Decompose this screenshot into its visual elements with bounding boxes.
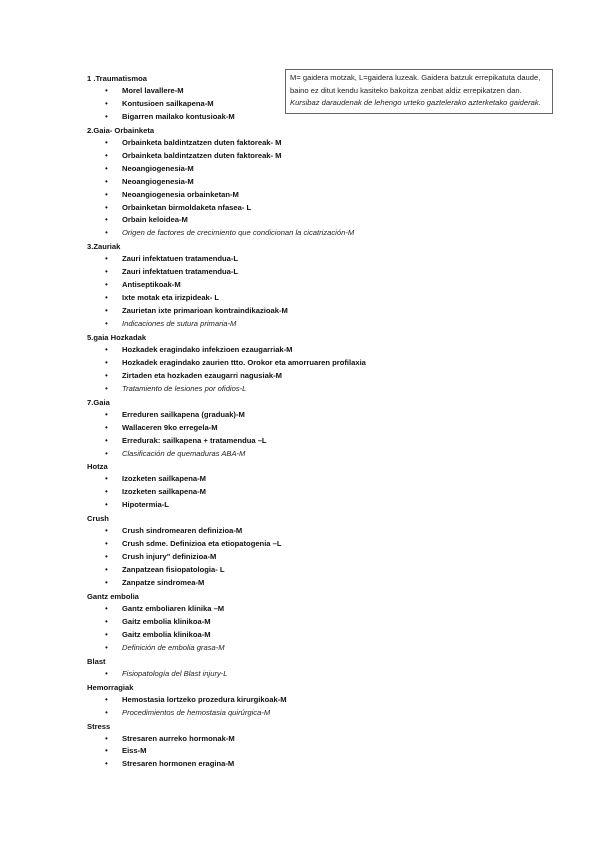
list-item: • Izozketen sailkapena-M xyxy=(87,486,507,499)
list-item: • Gaitz embolia klinikoa-M xyxy=(87,629,507,642)
list-item: • Antiseptikoak-M xyxy=(87,279,507,292)
document-body xyxy=(87,72,507,771)
list-item: • Hemostasia lortzeko prozedura kirurgikoak-M xyxy=(87,694,507,707)
list-item: • Neoangiogenesia orbainketan-M xyxy=(87,189,507,202)
list-item: • Crush injury" definizioa-M xyxy=(87,551,507,564)
section-list xyxy=(87,473,507,512)
list-item: • Zanpatze sindromea-M xyxy=(87,577,507,590)
list-item: • Stresaren hormonen eragina-M xyxy=(87,758,507,771)
section-list xyxy=(87,253,507,331)
section-title: Gantz embolia xyxy=(87,591,139,601)
section-title: Stress xyxy=(87,721,111,731)
list-item: • Fisiopatología del Blast injury-L xyxy=(87,668,507,681)
note-line-1: M= gaidera motzak, L=gaidera luzeak. Gaidera batzuk errepikatuta daude, xyxy=(290,73,541,82)
section-list xyxy=(87,694,507,720)
list-item: • Orbainketa baldintzatzen duten faktoreak- M xyxy=(87,137,507,150)
list-item: • Erredurak: sailkapena + tratamendua –L xyxy=(87,435,507,448)
section-title: 7.Gaia xyxy=(87,397,110,407)
section-title: 2.Gaia- Orbainketa xyxy=(87,125,155,135)
section-list xyxy=(87,409,507,461)
list-item: • Gaitz embolia klinikoa-M xyxy=(87,616,507,629)
section-list xyxy=(87,603,507,655)
section-list xyxy=(87,85,507,124)
list-item: • Gantz emboliaren klinika –M xyxy=(87,603,507,616)
list-item: • Origen de factores de crecimiento que condicionan la cicatrización-M xyxy=(87,227,507,240)
list-item: • Izozketen sailkapena-M xyxy=(87,473,507,486)
list-item: • Bigarren mailako kontusioak-M xyxy=(87,111,507,124)
list-item: • Zaurietan ixte primarioan kontraindikazioak-M xyxy=(87,305,507,318)
list-item: • Crush sdme. Definizioa eta etiopatogenia –L xyxy=(87,538,507,551)
list-item: • Zauri infektatuen tratamendua-L xyxy=(87,266,507,279)
list-item: • Definición de embolia grasa-M xyxy=(87,642,507,655)
list-item: • Stresaren aurreko hormonak-M xyxy=(87,733,507,746)
list-item: • Morel lavallere-M xyxy=(87,85,507,98)
section-title: 5.gaia Hozkadak xyxy=(87,332,147,342)
section-title: 1 .Traumatismoa xyxy=(87,74,147,83)
list-item: • Erreduren sailkapena (graduak)-M xyxy=(87,409,507,422)
list-item: • Orbain keloidea-M xyxy=(87,214,507,227)
list-item: • Wallaceren 9ko erregela-M xyxy=(87,422,507,435)
section-list xyxy=(87,137,507,241)
list-item: • Hipotermia-L xyxy=(87,499,507,512)
list-item: • Indicaciones de sutura primaria-M xyxy=(87,318,507,331)
section-list xyxy=(87,525,507,590)
section-title: 3.Zauriak xyxy=(87,242,121,252)
list-item: • Eiss-M xyxy=(87,745,507,758)
list-item: • Procedimientos de hemostasia quirúrgica-M xyxy=(87,707,507,720)
list-item: • Neoangiogenesia-M xyxy=(87,163,507,176)
list-item: • Tratamiento de lesiones por ofidios-L xyxy=(87,383,507,396)
section-list xyxy=(87,733,507,772)
list-item: • Hozkadek eragindako infekzioen ezaugarriak-M xyxy=(87,344,507,357)
section-list xyxy=(87,668,507,681)
section-list xyxy=(87,344,507,396)
section-title: Hotza xyxy=(87,462,108,472)
list-item: • Hozkadek eragindako zaurien ttto. Orokor eta amorruaren profilaxia xyxy=(87,357,507,370)
section-title: Hemorragiak xyxy=(87,682,134,692)
list-item: • Kontusioen sailkapena-M xyxy=(87,98,507,111)
list-item: • Neoangiogenesia-M xyxy=(87,176,507,189)
note-line-3: Kursibaz daraudenak de lehengo urteko gaztelerako azterketako gaiderak. xyxy=(290,98,541,108)
list-item: • Zanpatzean fisiopatologia- L xyxy=(87,564,507,577)
list-item: • Clasificación de quemaduras ABA-M xyxy=(87,448,507,461)
list-item: • Orbainketan birmoldaketa nfasea- L xyxy=(87,202,507,215)
list-item: • Zauri infektatuen tratamendua-L xyxy=(87,253,507,266)
section-title: Crush xyxy=(87,514,109,524)
list-item: • Ixte motak eta irizpideak- L xyxy=(87,292,507,305)
list-item: • Zirtaden eta hozkaden ezaugarri nagusiak-M xyxy=(87,370,507,383)
note-line-2: baino ez ditut kendu kasiteko bakoitza zenbat aldiz errepikatzen dan. xyxy=(290,85,522,95)
list-item: • Crush sindromearen definizioa-M xyxy=(87,525,507,538)
list-item: • Orbainketa baldintzatzen duten faktoreak- M xyxy=(87,150,507,163)
section-title: Blast xyxy=(87,656,106,666)
